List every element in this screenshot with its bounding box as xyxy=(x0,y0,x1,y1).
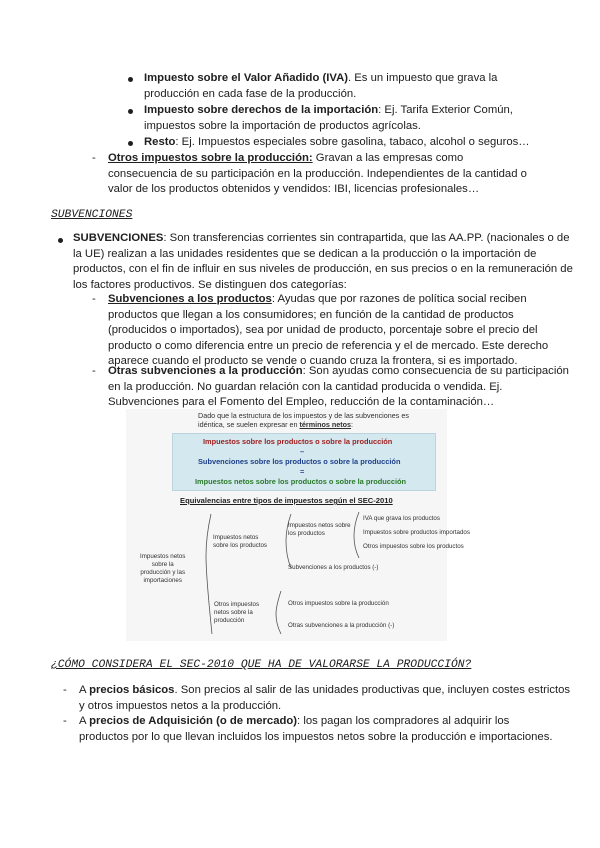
equation-line-1: Impuestos sobre los productos o sobre la producción xyxy=(203,437,393,446)
bullet-dot xyxy=(128,141,133,146)
bullet-importacion: Impuesto sobre derechos de la importación: Ej. Tarifa Exterior Común, impuestos sobre la importación de productos agrícolas. xyxy=(144,104,513,132)
otras-subvenciones-label: Otras subvenciones a la producción (-) xyxy=(288,622,395,629)
otros-impuestos-produccion-label: Otros impuestos sobre la producción xyxy=(288,600,389,607)
bullet-dot xyxy=(128,77,133,82)
otros-netos-label: Otros impuestos netos sobre la producción xyxy=(214,601,260,624)
netos-sobre-productos-label: Impuestos netos sobre los productos xyxy=(288,522,351,537)
figure-intro: Dado que la estructura de los impuestos y de las subvenciones es idéntica, se suelen expresar en términos netos: xyxy=(198,411,409,429)
equation-line-2: Subvenciones sobre los productos o sobre la producción xyxy=(198,457,401,466)
dash-marker: - xyxy=(63,684,67,696)
bullet-iva: Impuesto sobre el Valor Añadido (IVA). Es un impuesto que grava la producción en cada fase de la producción. xyxy=(144,72,498,100)
subvenciones-productos-paragraph: Subvenciones a los productos: Ayudas que por razones de política social reciben productos que llegan a los consumidores; en función de la cantidad de productos (producidos o importados), sea por unidad de producto, porcentaje sobre el precio del producto o como diferencia entre un precio de referencia y el de mercado. Este derecho aparece cuando el producto se vende o cuando cruza la frontera, si es importado. xyxy=(108,293,549,368)
otros-impuestos-paragraph: Otros impuestos sobre la producción: Gravan a las empresas como consecuencia de su participación en la producción. Independientes de la cantidad o valor de los productos obtenidos y vendidos: IBI, licencias profesionales… xyxy=(108,152,527,196)
otros-productos-label: Otros impuestos sobre los productos xyxy=(363,543,464,550)
precios-basicos-paragraph: A precios básicos. Son precios al salir de las unidades productivas que, incluyen costes estrictos y otros impuestos netos a la producción. xyxy=(79,684,571,712)
netos-productos-label: Impuestos netos sobre los productos xyxy=(213,534,267,549)
dash-marker: - xyxy=(92,152,96,164)
equivalences-title: Equivalencias entre tipos de impuestos según el SEC-2010 xyxy=(180,496,393,505)
dash-marker: - xyxy=(92,365,96,377)
equation-minus: – xyxy=(300,447,305,456)
bullet-dot xyxy=(128,109,133,114)
otras-subvenciones-paragraph: Otras subvenciones a la producción: Son ayudas como consecuencia de su participación en la producción. No guardan relación con la cantidad producida o vendida. Ej. Subvenciones para el Fomento del Empleo, reducción de la contaminación… xyxy=(108,365,569,409)
precios-adquisicion-paragraph: A precios de Adquisición (o de mercado): los pagan los compradores al adquirir los productos por lo que llevan incluidos los impuestos netos sobre la producción e importaciones. xyxy=(79,715,553,743)
bullet-resto: Resto: Ej. Impuestos especiales sobre gasolina, tabaco, alcohol o seguros… xyxy=(144,136,530,148)
bullet-dot xyxy=(58,238,63,243)
subvenciones-paragraph: SUBVENCIONES: Son transferencias corrientes sin contrapartida, que las AA.PP. (nacionales o de la UE) realizan a las unidades residentes que se dedican a la producción o la importación de productos, con el fin de influir en sus niveles de producción, en sus precios o en la remuneración de los factores productivos. Se distinguen dos categorías: xyxy=(73,232,573,291)
importados-label: Impuestos sobre productos importados xyxy=(363,529,470,536)
netos-produccion-label: Impuestos netos sobre la producción y las importaciones xyxy=(140,553,186,584)
heading-subvenciones: SUBVENCIONES xyxy=(51,209,133,221)
iva-label: IVA que grava los productos xyxy=(363,515,440,522)
dash-marker: - xyxy=(63,715,67,727)
heading-valoracion: ¿CÓMO CONSIDERA EL SEC-2010 QUE HA DE VALORARSE LA PRODUCCIÓN? xyxy=(51,659,472,671)
equation-line-3: Impuestos netos sobre los productos o sobre la producción xyxy=(195,477,407,486)
equation-equals: = xyxy=(300,467,305,476)
subvenciones-productos-label: Subvenciones a los productos (-) xyxy=(288,564,379,571)
dash-marker: - xyxy=(92,293,96,305)
